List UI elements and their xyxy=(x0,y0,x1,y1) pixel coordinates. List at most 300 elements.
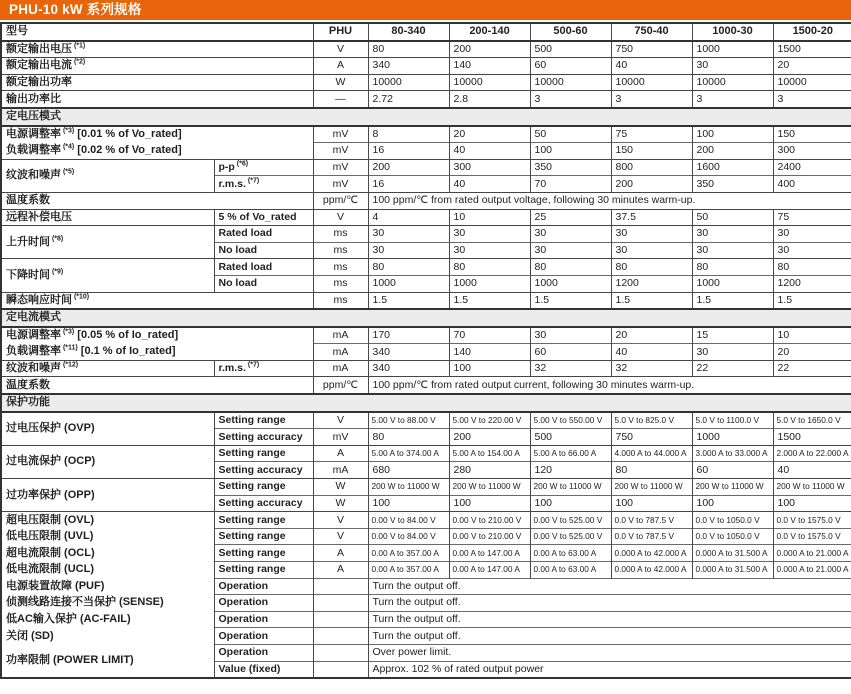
column-header-model: 80-340 xyxy=(368,23,449,41)
footnote-marker: (*7) xyxy=(245,361,260,369)
value-cell: 80 xyxy=(530,259,611,276)
value-cell: 5.0 V to 1100.0 V xyxy=(692,412,773,429)
row-sub-label: Setting range xyxy=(214,562,313,579)
value-cell: 30 xyxy=(530,327,611,344)
row-sub-label: No load xyxy=(214,242,313,259)
footnote-marker: (*12) xyxy=(61,361,79,369)
value-cell: 140 xyxy=(449,58,530,75)
value-cell: 150 xyxy=(611,143,692,160)
section-header-row xyxy=(1,108,851,126)
value-cell: 2.000 A to 22.000 A xyxy=(773,445,851,462)
table-row xyxy=(1,377,851,394)
table-row xyxy=(1,259,851,276)
unit-cell: A xyxy=(313,58,368,75)
value-cell: 1200 xyxy=(773,275,851,292)
unit-cell: mV xyxy=(313,159,368,176)
unit-cell: V xyxy=(313,41,368,58)
row-label: 额定输出电流 $^{(*2)}$ xyxy=(1,58,313,75)
value-cell: 30 xyxy=(692,344,773,361)
value-cell: 200 W to 11000 W xyxy=(611,479,692,496)
footnote-marker: (*2) xyxy=(72,58,86,66)
value-cell: 16 xyxy=(368,176,449,193)
table-row xyxy=(1,479,851,496)
value-cell: 0.00 V to 84.00 V xyxy=(368,528,449,545)
value-cell: 0.000 A to 31.500 A xyxy=(692,545,773,562)
unit-cell: V xyxy=(313,528,368,545)
unit-cell xyxy=(313,611,368,628)
footnote-marker: (*5) xyxy=(61,168,75,176)
row-sub-label: Operation xyxy=(214,644,313,661)
table-row xyxy=(1,595,851,612)
unit-cell: V xyxy=(313,209,368,226)
value-cell: 3 xyxy=(692,91,773,108)
row-sub-label: Rated load xyxy=(214,259,313,276)
value-cell: 80 xyxy=(611,259,692,276)
unit-cell: ms xyxy=(313,292,368,309)
spec-table-body xyxy=(1,41,851,679)
value-cell: 3 xyxy=(611,91,692,108)
value-cell: 300 xyxy=(449,159,530,176)
footnote-marker: (*4) xyxy=(61,143,75,151)
value-cell: 200 W to 11000 W xyxy=(692,479,773,496)
value-cell: 10000 xyxy=(449,74,530,91)
row-label: 超电压限制 (OVL) xyxy=(1,512,214,529)
value-cell: 10000 xyxy=(773,74,851,91)
unit-cell: A xyxy=(313,445,368,462)
section-header-row xyxy=(1,394,851,412)
unit-cell xyxy=(313,595,368,612)
value-cell: 40 xyxy=(449,176,530,193)
value-cell: 1.5 xyxy=(692,292,773,309)
unit-cell: mA xyxy=(313,462,368,479)
row-sub-label: Setting accuracy xyxy=(214,462,313,479)
value-cell: 0.00 A to 63.00 A xyxy=(530,545,611,562)
column-header-model: 500-60 xyxy=(530,23,611,41)
table-row xyxy=(1,226,851,243)
section-header-row xyxy=(1,309,851,327)
table-row xyxy=(1,528,851,545)
table-row xyxy=(1,562,851,579)
value-cell: 0.000 A to 42.000 A xyxy=(611,562,692,579)
unit-cell xyxy=(313,628,368,645)
row-label: 电源装置故障 (PUF) xyxy=(1,578,214,595)
footnote-marker: (*10) xyxy=(72,293,90,301)
value-cell: 200 xyxy=(368,159,449,176)
value-cell: 1.5 xyxy=(368,292,449,309)
table-row xyxy=(1,644,851,661)
value-cell: 0.0 V to 1050.0 V xyxy=(692,512,773,529)
value-cell: 1.5 xyxy=(449,292,530,309)
row-label-extra: [0.05 % of Io_rated] xyxy=(74,329,179,342)
value-cell: 32 xyxy=(530,360,611,377)
value-cell: 2.8 xyxy=(449,91,530,108)
value-cell: 70 xyxy=(449,327,530,344)
spec-table-head xyxy=(1,23,851,41)
row-label: 额定输出电压 $^{(*1)}$ xyxy=(1,41,313,58)
table-row xyxy=(1,41,851,58)
value-cell: 30 xyxy=(692,58,773,75)
value-cell: 120 xyxy=(530,462,611,479)
value-cell: 80 xyxy=(449,259,530,276)
value-cell: 2.72 xyxy=(368,91,449,108)
unit-cell: ms xyxy=(313,259,368,276)
value-cell: 140 xyxy=(449,344,530,361)
unit-cell: V xyxy=(313,412,368,429)
row-label: 负载调整率 $^{(*11)}$ [0.1 % of Io_rated] xyxy=(1,344,313,361)
value-cell: 1.5 xyxy=(773,292,851,309)
value-cell: 30 xyxy=(773,226,851,243)
value-cell: 1000 xyxy=(368,275,449,292)
value-cell: 2400 xyxy=(773,159,851,176)
model-column-header: 型号 xyxy=(1,23,313,41)
value-cell: 1000 xyxy=(449,275,530,292)
row-label: 纹波和噪声 $^{(*5)}$ xyxy=(1,159,214,192)
unit-cell: mA xyxy=(313,327,368,344)
table-row xyxy=(1,143,851,160)
footnote-marker: (*9) xyxy=(50,268,64,276)
span-value-cell: Turn the output off. xyxy=(368,628,851,645)
value-cell: 30 xyxy=(692,226,773,243)
span-value-cell: Turn the output off. xyxy=(368,611,851,628)
table-row xyxy=(1,58,851,75)
value-cell: 60 xyxy=(530,58,611,75)
row-sub-label: 5 % of Vo_rated xyxy=(214,209,313,226)
row-sub-label: r.m.s. $^{(*7)}$ xyxy=(214,360,313,377)
value-cell: 70 xyxy=(530,176,611,193)
span-value-cell: Turn the output off. xyxy=(368,578,851,595)
table-row xyxy=(1,628,851,645)
value-cell: 200 xyxy=(692,143,773,160)
row-sub-label: r.m.s. $^{(*7)}$ xyxy=(214,176,313,193)
row-label-extra: [0.01 % of Vo_rated] xyxy=(74,128,182,141)
value-cell: 3.000 A to 33.000 A xyxy=(692,445,773,462)
unit-cell: W xyxy=(313,74,368,91)
value-cell: 80 xyxy=(611,462,692,479)
unit-cell: mV xyxy=(313,143,368,160)
page-title xyxy=(0,0,851,20)
row-sub-label: Operation xyxy=(214,595,313,612)
value-cell: 400 xyxy=(773,176,851,193)
value-cell: 30 xyxy=(530,242,611,259)
unit-cell: mA xyxy=(313,360,368,377)
footnote-marker: (*3) xyxy=(61,127,75,135)
value-cell: 30 xyxy=(449,242,530,259)
row-label: 关闭 (SD) xyxy=(1,628,214,645)
spec-table xyxy=(0,22,851,679)
value-cell: 0.000 A to 31.500 A xyxy=(692,562,773,579)
value-cell: 4 xyxy=(368,209,449,226)
table-row xyxy=(1,360,851,377)
row-sub-label: Value (fixed) xyxy=(214,661,313,678)
value-cell: 200 W to 11000 W xyxy=(449,479,530,496)
unit-cell xyxy=(313,644,368,661)
row-sub-label: Setting range xyxy=(214,445,313,462)
unit-cell: mV xyxy=(313,176,368,193)
value-cell: 100 xyxy=(692,495,773,512)
value-cell: 80 xyxy=(692,259,773,276)
value-cell: 30 xyxy=(611,226,692,243)
value-cell: 10 xyxy=(773,327,851,344)
value-cell: 1500 xyxy=(773,41,851,58)
row-label: 低AC输入保护 (AC-FAIL) xyxy=(1,611,214,628)
unit-cell: W xyxy=(313,495,368,512)
row-sub-label: Rated load xyxy=(214,226,313,243)
value-cell: 500 xyxy=(530,429,611,446)
footnote-marker: (*3) xyxy=(61,328,75,336)
table-row xyxy=(1,545,851,562)
value-cell: 30 xyxy=(368,242,449,259)
value-cell: 0.00 A to 357.00 A xyxy=(368,545,449,562)
value-cell: 4.000 A to 44.000 A xyxy=(611,445,692,462)
value-cell: 40 xyxy=(611,344,692,361)
row-label: 侦测线路连接不当保护 (SENSE) xyxy=(1,595,214,612)
row-label: 输出功率比 xyxy=(1,91,313,108)
value-cell: 100 xyxy=(611,495,692,512)
value-cell: 0.0 V to 1575.0 V xyxy=(773,512,851,529)
row-sub-label: Setting range xyxy=(214,412,313,429)
unit-cell: mV xyxy=(313,126,368,143)
footnote-marker: (*8) xyxy=(50,235,64,243)
table-row xyxy=(1,445,851,462)
value-cell: 0.00 V to 210.00 V xyxy=(449,528,530,545)
table-row xyxy=(1,512,851,529)
value-cell: 500 xyxy=(530,41,611,58)
row-sub-label: Operation xyxy=(214,628,313,645)
value-cell: 3 xyxy=(530,91,611,108)
value-cell: 10000 xyxy=(530,74,611,91)
row-label: 电源调整率 $^{(*3)}$ [0.05 % of Io_rated] xyxy=(1,327,313,344)
unit-cell: mV xyxy=(313,429,368,446)
value-cell: 0.00 V to 525.00 V xyxy=(530,528,611,545)
row-label: 功率限制 (POWER LIMIT) xyxy=(1,644,214,678)
value-cell: 3 xyxy=(773,91,851,108)
row-sub-label: Operation xyxy=(214,578,313,595)
value-cell: 1000 xyxy=(692,275,773,292)
unit-cell xyxy=(313,661,368,678)
value-cell: 340 xyxy=(368,344,449,361)
value-cell: 37.5 xyxy=(611,209,692,226)
value-cell: 1200 xyxy=(611,275,692,292)
row-label: 过电压保护 (OVP) xyxy=(1,412,214,446)
value-cell: 200 xyxy=(611,176,692,193)
value-cell: 280 xyxy=(449,462,530,479)
value-cell: 16 xyxy=(368,143,449,160)
column-header-model: 1000-30 xyxy=(692,23,773,41)
unit-cell: V xyxy=(313,512,368,529)
value-cell: 0.0 V to 1575.0 V xyxy=(773,528,851,545)
value-cell: 20 xyxy=(611,327,692,344)
table-row xyxy=(1,209,851,226)
value-cell: 100 xyxy=(449,495,530,512)
value-cell: 1.5 xyxy=(530,292,611,309)
value-cell: 0.00 V to 84.00 V xyxy=(368,512,449,529)
value-cell: 80 xyxy=(368,429,449,446)
value-cell: 80 xyxy=(773,259,851,276)
value-cell: 200 W to 11000 W xyxy=(530,479,611,496)
row-label: 温度系数 xyxy=(1,192,313,209)
value-cell: 40 xyxy=(773,462,851,479)
value-cell: 750 xyxy=(611,429,692,446)
footnote-marker: (*1) xyxy=(72,42,86,50)
row-label: 瞬态响应时间 $^{(*10)}$ xyxy=(1,292,313,309)
value-cell: 15 xyxy=(692,327,773,344)
value-cell: 5.00 V to 88.00 V xyxy=(368,412,449,429)
value-cell: 1500 xyxy=(773,429,851,446)
value-cell: 5.00 A to 374.00 A xyxy=(368,445,449,462)
row-label-extra: [0.02 % of Vo_rated] xyxy=(74,144,182,157)
footnote-marker: (*6) xyxy=(234,160,249,168)
value-cell: 30 xyxy=(449,226,530,243)
row-label: 超电流限制 (OCL) xyxy=(1,545,214,562)
unit-cell: A xyxy=(313,562,368,579)
value-cell: 350 xyxy=(530,159,611,176)
value-cell: 170 xyxy=(368,327,449,344)
value-cell: 20 xyxy=(773,344,851,361)
value-cell: 10000 xyxy=(692,74,773,91)
header-row xyxy=(1,23,851,41)
value-cell: 5.0 V to 825.0 V xyxy=(611,412,692,429)
value-cell: 5.00 V to 550.00 V xyxy=(530,412,611,429)
value-cell: 0.00 A to 357.00 A xyxy=(368,562,449,579)
value-cell: 60 xyxy=(692,462,773,479)
row-label: 负载调整率 $^{(*4)}$ [0.02 % of Vo_rated] xyxy=(1,143,313,160)
value-cell: 50 xyxy=(530,126,611,143)
table-row xyxy=(1,292,851,309)
row-label: 额定输出功率 xyxy=(1,74,313,91)
value-cell: 75 xyxy=(611,126,692,143)
row-label-extra: [0.1 % of Io_rated] xyxy=(77,345,176,358)
table-row xyxy=(1,126,851,143)
value-cell: 25 xyxy=(530,209,611,226)
unit-cell: ms xyxy=(313,242,368,259)
row-sub-label: Setting range xyxy=(214,479,313,496)
value-cell: 300 xyxy=(773,143,851,160)
value-cell: 100 xyxy=(530,143,611,160)
table-row xyxy=(1,412,851,429)
value-cell: 680 xyxy=(368,462,449,479)
row-sub-label: p-p $^{(*6)}$ xyxy=(214,159,313,176)
unit-cell: W xyxy=(313,479,368,496)
column-header-model: 1500-20 xyxy=(773,23,851,41)
value-cell: 0.0 V to 1050.0 V xyxy=(692,528,773,545)
row-label: 下降时间 $^{(*9)}$ xyxy=(1,259,214,292)
value-cell: 750 xyxy=(611,41,692,58)
value-cell: 8 xyxy=(368,126,449,143)
value-cell: 5.00 A to 154.00 A xyxy=(449,445,530,462)
footnote-marker: (*11) xyxy=(61,344,78,352)
row-label: 温度系数 xyxy=(1,377,313,394)
column-header-model: 200-140 xyxy=(449,23,530,41)
value-cell: 100 xyxy=(773,495,851,512)
value-cell: 22 xyxy=(692,360,773,377)
value-cell: 150 xyxy=(773,126,851,143)
value-cell: 0.00 A to 147.00 A xyxy=(449,562,530,579)
value-cell: 22 xyxy=(773,360,851,377)
span-value-cell: Turn the output off. xyxy=(368,595,851,612)
unit-cell: ppm/℃ xyxy=(313,377,368,394)
value-cell: 20 xyxy=(449,126,530,143)
span-value-cell: 100 ppm/℃ from rated output current, following 30 minutes warm-up. xyxy=(368,377,851,394)
value-cell: 60 xyxy=(530,344,611,361)
value-cell: 1.5 xyxy=(611,292,692,309)
value-cell: 0.000 A to 21.000 A xyxy=(773,562,851,579)
value-cell: 5.00 A to 66.00 A xyxy=(530,445,611,462)
value-cell: 0.00 V to 525.00 V xyxy=(530,512,611,529)
value-cell: 80 xyxy=(368,41,449,58)
section-title: 定电压模式 xyxy=(1,108,851,126)
section-title: 保护功能 xyxy=(1,394,851,412)
section-title: 定电流模式 xyxy=(1,309,851,327)
value-cell: 1000 xyxy=(692,429,773,446)
unit-cell: ms xyxy=(313,275,368,292)
row-sub-label: Setting accuracy xyxy=(214,495,313,512)
value-cell: 30 xyxy=(368,226,449,243)
value-cell: 30 xyxy=(692,242,773,259)
footnote-marker: (*7) xyxy=(245,177,260,185)
value-cell: 30 xyxy=(773,242,851,259)
value-cell: 40 xyxy=(611,58,692,75)
value-cell: 100 xyxy=(530,495,611,512)
value-cell: 200 xyxy=(449,429,530,446)
value-cell: 1000 xyxy=(530,275,611,292)
value-cell: 1000 xyxy=(692,41,773,58)
value-cell: 10000 xyxy=(611,74,692,91)
row-label: 远程补偿电压 xyxy=(1,209,214,226)
row-label: 电源调整率 $^{(*3)}$ [0.01 % of Vo_rated] xyxy=(1,126,313,143)
value-cell: 340 xyxy=(368,58,449,75)
value-cell: 32 xyxy=(611,360,692,377)
row-sub-label: No load xyxy=(214,275,313,292)
page-title-text: PHU-10 kW 系列规格 xyxy=(9,2,142,17)
value-cell: 50 xyxy=(692,209,773,226)
value-cell: 0.00 A to 63.00 A xyxy=(530,562,611,579)
value-cell: 75 xyxy=(773,209,851,226)
value-cell: 0.000 A to 21.000 A xyxy=(773,545,851,562)
series-header: PHU xyxy=(313,23,368,41)
value-cell: 100 xyxy=(368,495,449,512)
value-cell: 5.0 V to 1650.0 V xyxy=(773,412,851,429)
span-value-cell: Approx. 102 % of rated output power xyxy=(368,661,851,678)
table-row xyxy=(1,327,851,344)
value-cell: 200 xyxy=(449,41,530,58)
unit-cell: ppm/℃ xyxy=(313,192,368,209)
value-cell: 20 xyxy=(773,58,851,75)
row-label: 纹波和噪声 $^{(*12)}$ xyxy=(1,360,214,377)
table-row xyxy=(1,344,851,361)
value-cell: 30 xyxy=(611,242,692,259)
table-row xyxy=(1,91,851,108)
table-row xyxy=(1,192,851,209)
value-cell: 1600 xyxy=(692,159,773,176)
row-sub-label: Setting accuracy xyxy=(214,429,313,446)
value-cell: 0.0 V to 787.5 V xyxy=(611,512,692,529)
row-sub-label: Operation xyxy=(214,611,313,628)
table-row xyxy=(1,74,851,91)
value-cell: 200 W to 11000 W xyxy=(773,479,851,496)
row-label: 低电流限制 (UCL) xyxy=(1,562,214,579)
value-cell: 100 xyxy=(449,360,530,377)
value-cell: 340 xyxy=(368,360,449,377)
value-cell: 800 xyxy=(611,159,692,176)
value-cell: 350 xyxy=(692,176,773,193)
row-label: 低电压限制 (UVL) xyxy=(1,528,214,545)
value-cell: 30 xyxy=(530,226,611,243)
value-cell: 200 W to 11000 W xyxy=(368,479,449,496)
value-cell: 10 xyxy=(449,209,530,226)
unit-cell: — xyxy=(313,91,368,108)
row-sub-label: Setting range xyxy=(214,545,313,562)
table-row xyxy=(1,159,851,176)
